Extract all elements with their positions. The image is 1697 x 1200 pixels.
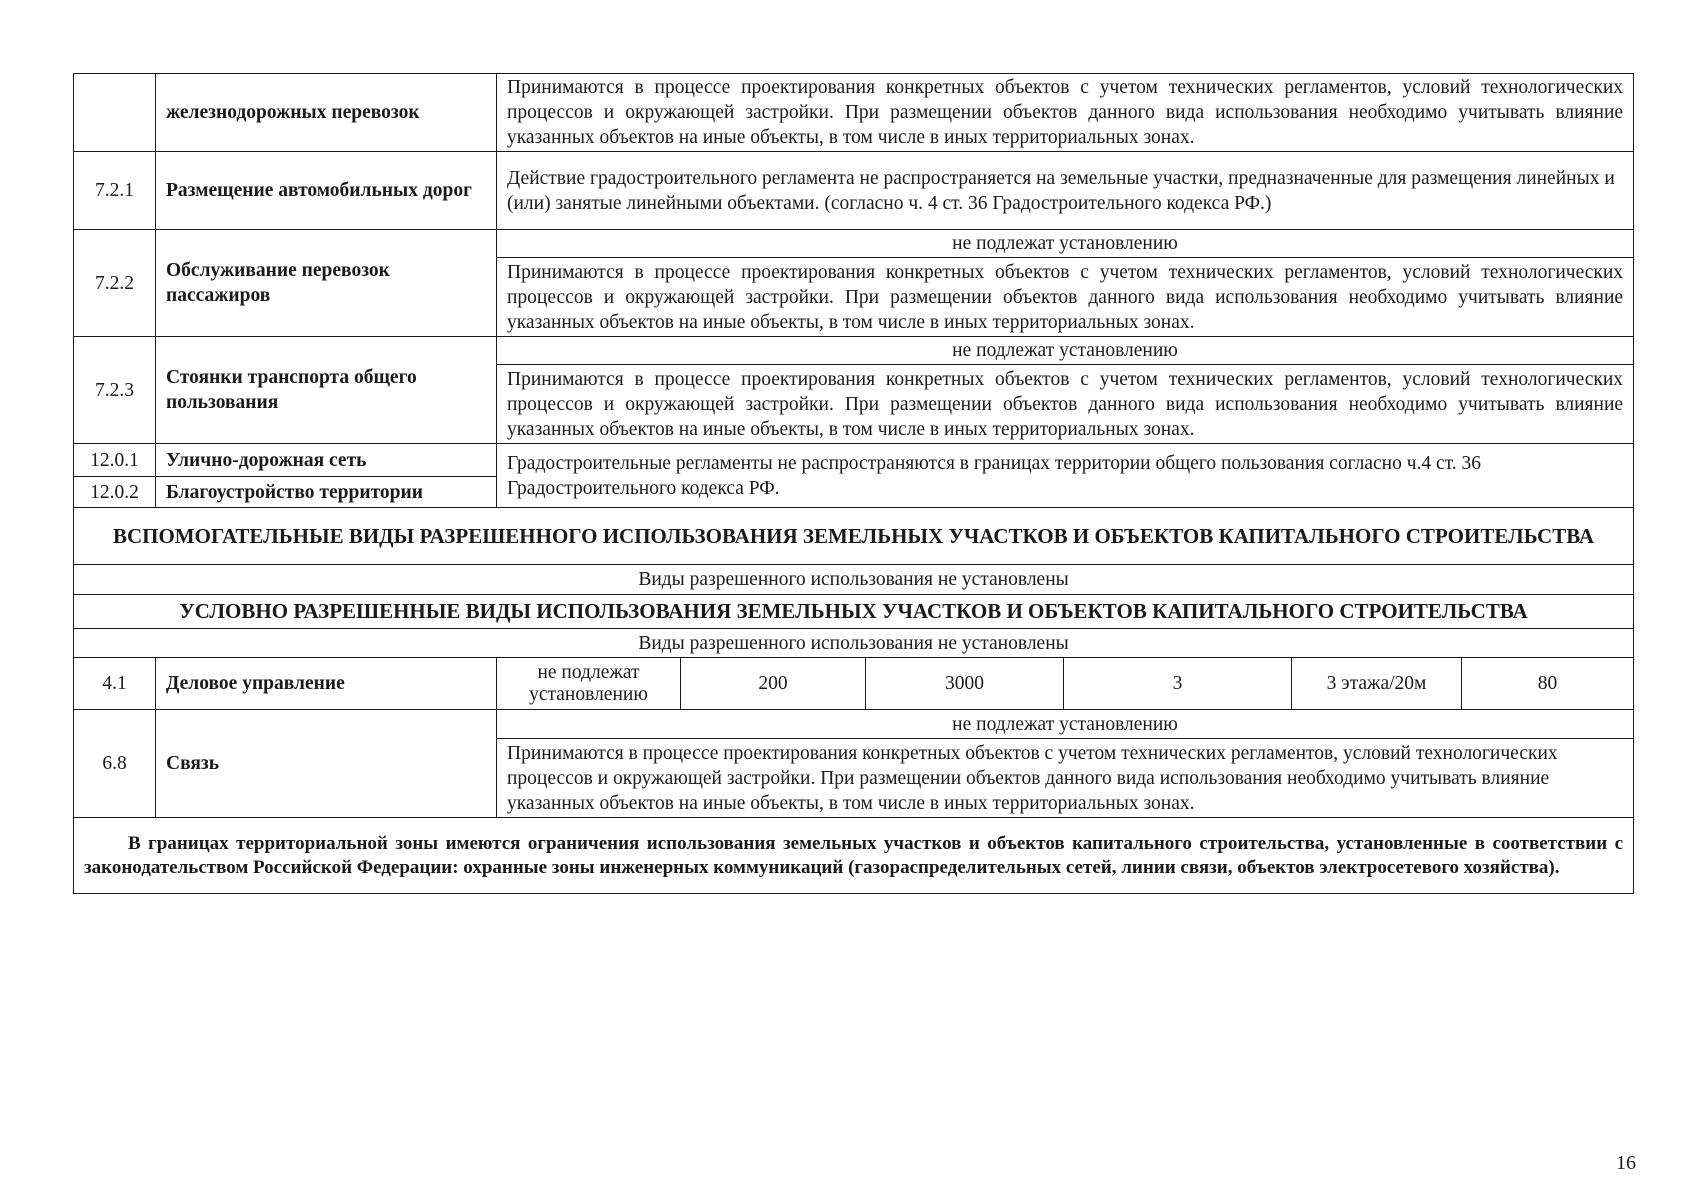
cell-value: 80 — [1462, 658, 1634, 710]
table-row — [74, 818, 1634, 894]
row-status: не подлежат установлению — [497, 710, 1634, 739]
footer-note-cell — [74, 818, 1634, 894]
cell-value: 3 этажа/20м — [1292, 658, 1462, 710]
row-text: Принимаются в процессе проектирования конкретных объектов с учетом технических регламентов, условий технологических процессов и окружающей застройки. При размещении объектов данного вида использования необходимо учитывать влияние указанных объектов на иные объекты, в том числе в иных территориальных зонах. — [497, 258, 1634, 337]
row-name: Размещение автомобильных дорог — [156, 152, 497, 230]
row-code: 7.2.2 — [74, 230, 156, 337]
table-row — [74, 230, 1634, 258]
row-name: Стоянки транспорта общего пользования — [156, 337, 497, 444]
section-header-row — [74, 508, 1634, 565]
row-name: Связь — [156, 710, 497, 818]
row-text: Действие градостроительного регламента не распространяется на земельные участки, предназначенные для размещения линейных и (или) занятые линейными объектами. (согласно ч. 4 ст. 36 Градостроительного кодекса РФ.) — [497, 152, 1634, 230]
table-row — [74, 658, 1634, 710]
row-name: Деловое управление — [156, 658, 497, 710]
regulations-table — [73, 73, 1634, 894]
row-code: 4.1 — [74, 658, 156, 710]
row-text: Принимаются в процессе проектирования конкретных объектов с учетом технических регламентов, условий технологических процессов и окружающей застройки. При размещении объектов данного вида использования необходимо учитывать влияние указанных объектов на иные объекты, в том числе в иных территориальных зонах. — [497, 739, 1634, 818]
row-status: не подлежат установлению — [497, 230, 1634, 258]
page-number: 16 — [1616, 1152, 1636, 1174]
aux-section-header: ВСПОМОГАТЕЛЬНЫЕ ВИДЫ РАЗРЕШЕННОГО ИСПОЛЬЗОВАНИЯ ЗЕМЕЛЬНЫХ УЧАСТКОВ И ОБЪЕКТОВ КАПИТАЛЬНОГО СТРОИТЕЛЬСТВА — [74, 508, 1634, 565]
row-name: Обслуживание перевозок пассажиров — [156, 230, 497, 337]
cond-section-header: УСЛОВНО РАЗРЕШЕННЫЕ ВИДЫ ИСПОЛЬЗОВАНИЯ ЗЕМЕЛЬНЫХ УЧАСТКОВ И ОБЪЕКТОВ КАПИТАЛЬНОГО СТРОИТЕЛЬСТВА — [74, 595, 1634, 629]
table-row — [74, 444, 1634, 477]
row-code: 12.0.2 — [74, 477, 156, 508]
cell-min-area-note: не подлежат установлению — [497, 658, 681, 710]
row-text: Принимаются в процессе проектирования конкретных объектов с учетом технических регламентов, условий технологических процессов и окружающей застройки. При размещении объектов данного вида использования необходимо учитывать влияние указанных объектов на иные объекты, в том числе в иных территориальных зонах. — [497, 365, 1634, 444]
table-row — [74, 74, 1634, 152]
table-row — [74, 565, 1634, 595]
row-code: 7.2.3 — [74, 337, 156, 444]
table-row — [74, 337, 1634, 365]
row-code: 7.2.1 — [74, 152, 156, 230]
row-name: Благоустройство территории — [156, 477, 497, 508]
row-status: не подлежат установлению — [497, 337, 1634, 365]
table-row — [74, 710, 1634, 739]
row-name: Улично-дорожная сеть — [156, 444, 497, 477]
table-row — [74, 152, 1634, 230]
cell-value: 200 — [681, 658, 866, 710]
footer-note: В границах территориальной зоны имеются ограничения использования земельных участков и объектов капитального строительства, установленные в соответствии с законодательством Российской Федерации: охранные зоны инженерных коммуникаций (газораспределительных сетей, линии связи, объектов электросетевого хозяйства). — [84, 832, 1624, 878]
table-row — [74, 629, 1634, 658]
cond-section-note: Виды разрешенного использования не установлены — [74, 629, 1634, 658]
row-code — [74, 74, 156, 152]
row-text: Принимаются в процессе проектирования конкретных объектов с учетом технических регламентов, условий технологических процессов и окружающей застройки. При размещении объектов данного вида использования необходимо учитывать влияние указанных объектов на иные объекты, в том числе в иных территориальных зонах. — [497, 74, 1634, 152]
cell-value: 3 — [1064, 658, 1292, 710]
section-header-row — [74, 595, 1634, 629]
row-code: 6.8 — [74, 710, 156, 818]
row-text: Градостроительные регламенты не распространяются в границах территории общего пользования согласно ч.4 ст. 36 Градостроительного кодекса РФ. — [497, 444, 1634, 508]
cell-value: 3000 — [866, 658, 1064, 710]
aux-section-note: Виды разрешенного использования не установлены — [74, 565, 1634, 595]
row-code: 12.0.1 — [74, 444, 156, 477]
row-name: железнодорожных перевозок — [156, 74, 497, 152]
